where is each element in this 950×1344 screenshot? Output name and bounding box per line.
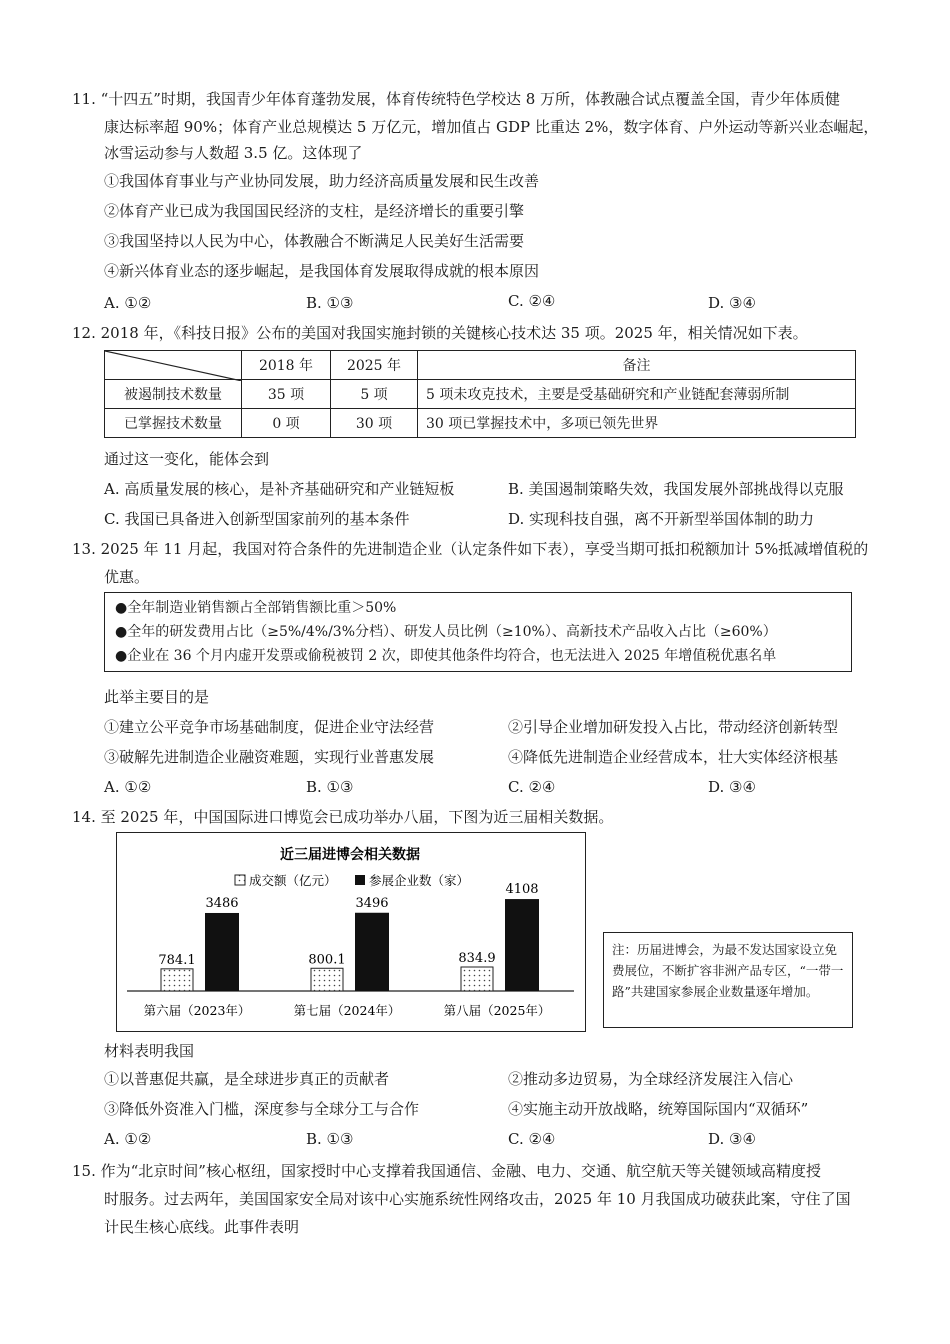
- q15-stem-line3: 计民生核心底线。此事件表明: [104, 1218, 300, 1236]
- q12-stem: 12. 2018 年，《科技日报》公布的美国对我国实施封锁的关键核心技术达 35 项。2025 年，相关情况如下表。: [72, 324, 808, 342]
- q14-item-4: ④实施主动开放战略，统筹国际国内“双循环”: [508, 1100, 809, 1118]
- q14-item-1: ①以普惠促共赢，是全球进步真正的贡献者: [104, 1070, 390, 1088]
- q11-item-2: ②体育产业已成为我国国民经济的支柱，是经济增长的重要引擎: [104, 202, 525, 220]
- q12-option-a[interactable]: A. 高质量发展的核心，是补齐基础研究和产业链短板: [104, 480, 455, 498]
- q14-stem: 14. 至 2025 年，中国国际进口博览会已成功举办八届，下图为近三届相关数据。: [72, 808, 614, 826]
- data-label-exhibitors-2: 3496: [355, 895, 389, 911]
- q11-stem-line2: 康达标率超 90%；体育产业总规模达 5 万亿元，增加值占 GDP 比重达 2%，数字体育、户外运动等新兴业态崛起，: [104, 118, 879, 136]
- q12-option-b[interactable]: B. 美国遏制策略失效，我国发展外部挑战得以克服: [508, 480, 844, 498]
- q12-row1-note: 5 项未攻克技术，主要是受基础研究和产业链配套薄弱所制: [418, 380, 856, 409]
- q14-option-c[interactable]: C. ②④: [508, 1130, 556, 1148]
- q14-option-b[interactable]: B. ①③: [306, 1130, 354, 1148]
- bar-exhibitors-3: [505, 899, 539, 991]
- q13-conditions-box: [104, 592, 852, 672]
- q13-item-3: ③破解先进制造企业融资难题，实现行业普惠发展: [104, 748, 435, 766]
- q12-after: 通过这一变化，能体会到: [104, 450, 270, 468]
- q12-option-c[interactable]: C. 我国已具备进入创新型国家前列的基本条件: [104, 510, 410, 528]
- q12-header-2025: 2025 年: [331, 351, 418, 380]
- q11-item-1: ①我国体育事业与产业协同发展，助力经济高质量发展和民生改善: [104, 172, 540, 190]
- q11-stem-line3: 冰雪运动参与人数超 3.5 亿。这体现了: [104, 144, 363, 162]
- q13-option-d[interactable]: D. ③④: [708, 778, 756, 796]
- q13-option-a[interactable]: A. ①②: [104, 778, 152, 796]
- q12-row2-2025: 30 项: [331, 409, 418, 438]
- q15-stem-line1: 15. 作为“北京时间”核心枢纽，国家授时中心支撑着我国通信、金融、电力、交通、航空航天等关键领域高精度授: [72, 1162, 821, 1180]
- legend-swatch-deal: [235, 875, 245, 885]
- q11-item-4: ④新兴体育业态的逐步崛起，是我国体育发展取得成就的根本原因: [104, 262, 540, 280]
- bar-exhibitors-1: [205, 913, 239, 991]
- q12-header-2018: 2018 年: [242, 351, 331, 380]
- legend-swatch-exhibitors: [355, 875, 365, 885]
- bar-exhibitors-2: [355, 913, 389, 991]
- q12-row2-note: 30 项已掌握技术中，多项已领先世界: [418, 409, 856, 438]
- q13-item-1: ①建立公平竞争市场基础制度，促进企业守法经营: [104, 718, 435, 736]
- q13-condition-1: ●全年制造业销售额占全部销售额比重＞50%: [115, 600, 397, 616]
- q13-option-b[interactable]: B. ①③: [306, 778, 354, 796]
- q12-row2-label: 已掌握技术数量: [105, 409, 242, 438]
- q14-option-a[interactable]: A. ①②: [104, 1130, 152, 1148]
- q13-item-2: ②引导企业增加研发投入占比，带动经济创新转型: [508, 718, 839, 736]
- bar-deal-1: [161, 969, 193, 991]
- bar-chart: [117, 833, 584, 1030]
- q11-option-d[interactable]: D. ③④: [708, 294, 756, 312]
- legend-label-exhibitors: 参展企业数（家）: [369, 873, 470, 888]
- x-tick-label-1: 第六届（2023年）: [143, 1003, 251, 1018]
- q14-item-3: ③降低外资准入门槛，深度参与全球分工与合作: [104, 1100, 420, 1118]
- q11-option-a[interactable]: A. ①②: [104, 294, 152, 312]
- diagonal-line: [105, 351, 242, 381]
- q11-stem-line1: 11. “十四五”时期，我国青少年体育蓬勃发展，体育传统特色学校达 8 万所，体教融合试点覆盖全国，青少年体质健: [72, 90, 841, 108]
- q13-condition-3: ●企业在 36 个月内虚开发票或偷税被罚 2 次，即使其他条件均符合，也无法进入 2025 年增值税优惠名单: [115, 648, 777, 664]
- data-label-deal-2: 800.1: [308, 952, 346, 968]
- q13-stem-line1: 13. 2025 年 11 月起，我国对符合条件的先进制造企业（认定条件如下表），享受当期可抵扣税额加计 5%抵减增值税的: [72, 540, 869, 558]
- q14-note-box: 注：历届进博会，为最不发达国家设立免费展位，不断扩容非洲产品专区，“一带一路”共建国家参展企业数量逐年增加。: [603, 932, 853, 1028]
- q12-table-corner: [105, 351, 242, 380]
- bar-deal-2: [311, 968, 343, 991]
- q14-chart-box: [116, 832, 586, 1032]
- q12-table: [104, 350, 856, 438]
- q14-after: 材料表明我国: [104, 1042, 195, 1060]
- q12-row1-label: 被遏制技术数量: [105, 380, 242, 409]
- q12-row2-2018: 0 项: [242, 409, 331, 438]
- q12-option-d[interactable]: D. 实现科技自强，离不开新型举国体制的助力: [508, 510, 815, 528]
- table-row: [105, 409, 856, 438]
- q12-row1-2025: 5 项: [331, 380, 418, 409]
- q15-stem-line2: 时服务。过去两年，美国国家安全局对该中心实施系统性网络攻击，2025 年 10 月我国成功破获此案，守住了国: [104, 1190, 851, 1208]
- data-label-exhibitors-1: 3486: [205, 895, 239, 911]
- data-label-exhibitors-3: 4108: [505, 882, 539, 898]
- q11-option-b[interactable]: B. ①③: [306, 294, 354, 312]
- q13-item-4: ④降低先进制造企业经营成本，壮大实体经济根基: [508, 748, 839, 766]
- q14-item-2: ②推动多边贸易，为全球经济发展注入信心: [508, 1070, 794, 1088]
- data-label-deal-1: 784.1: [158, 952, 196, 968]
- q13-after: 此举主要目的是: [104, 688, 210, 706]
- q13-option-c[interactable]: C. ②④: [508, 778, 556, 796]
- table-row: [105, 380, 856, 409]
- q12-row1-2018: 35 项: [242, 380, 331, 409]
- q13-condition-2: ●全年的研发费用占比（≥5%/4%/3%分档）、研发人员比例（≥10%）、高新技术产品收入占比（≥60%）: [115, 624, 777, 640]
- bar-deal-3: [461, 967, 493, 991]
- q13-stem-line2: 优惠。: [104, 568, 150, 586]
- x-tick-label-3: 第八届（2025年）: [443, 1003, 551, 1018]
- data-label-deal-3: 834.9: [458, 951, 496, 966]
- x-tick-label-2: 第七届（2024年）: [293, 1003, 401, 1018]
- legend-label-deal: 成交额（亿元）: [249, 873, 337, 888]
- q14-option-d[interactable]: D. ③④: [708, 1130, 756, 1148]
- chart-title: 近三届进博会相关数据: [280, 847, 420, 863]
- q11-option-c[interactable]: C. ②④: [508, 292, 556, 310]
- q12-header-note: 备注: [418, 351, 856, 380]
- q11-item-3: ③我国坚持以人民为中心，体教融合不断满足人民美好生活需要: [104, 232, 525, 250]
